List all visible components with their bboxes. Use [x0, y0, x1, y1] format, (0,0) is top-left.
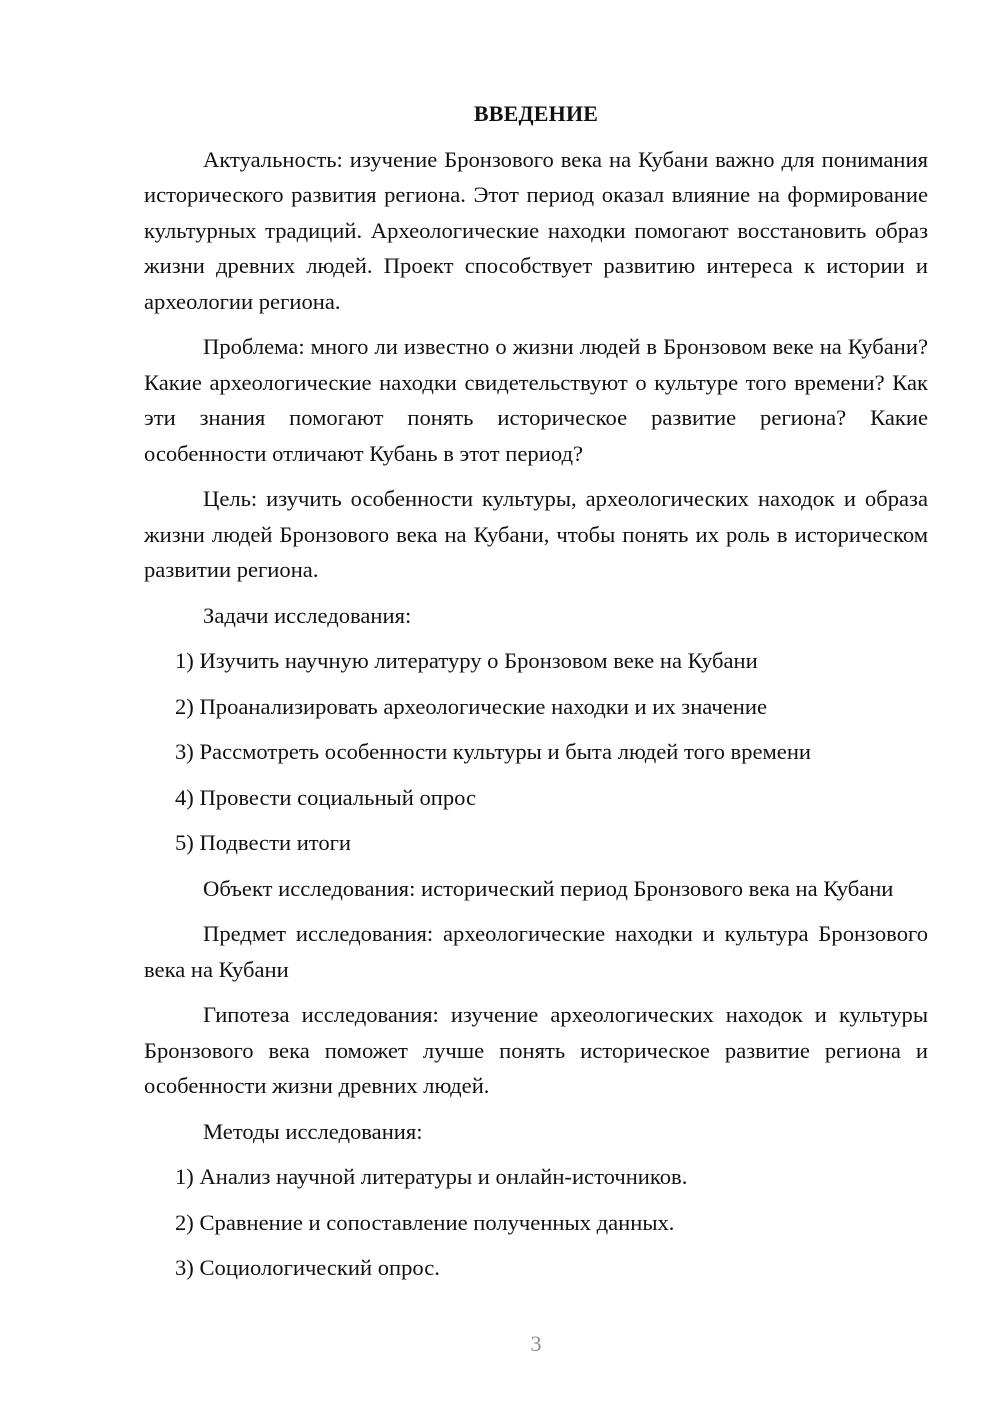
subject-paragraph: Предмет исследования: археологические находки и культура Бронзового века на Кубани: [144, 921, 928, 982]
relevance-paragraph: Актуальность: изучение Бронзового века на Кубани важно для понимания исторического развития региона. Этот период оказал влияние на формирование культурных традиций. Археологические находки помогают восстановить образ жизни древних людей. Проект способствует развитию интереса к истории и археологии региона.: [144, 146, 928, 314]
list-item: 1) Анализ научной литературы и онлайн-источников.: [175, 1164, 688, 1189]
page-title: ВВЕДЕНИЕ: [473, 101, 599, 126]
tasks-list: [144, 643, 928, 861]
hypothesis-paragraph: Гипотеза исследования: изучение археологических находок и культуры Бронзового века поможет лучше понять историческое развитие региона и особенности жизни древних людей.: [144, 1002, 928, 1098]
tasks-heading: Задачи исследования:: [203, 602, 412, 628]
list-item: 1) Изучить научную литературу о Бронзовом веке на Кубани: [175, 648, 758, 673]
list-item: 3) Рассмотреть особенности культуры и быта людей того времени: [175, 739, 812, 764]
list-item: 4) Провести социальный опрос: [175, 784, 477, 810]
list-item: 2) Сравнение и сопоставление полученных данных.: [175, 1209, 675, 1235]
list-item: 2) Проанализировать археологические находки и их значение: [175, 693, 768, 719]
page-content: [144, 96, 928, 1296]
list-item: 3) Социологический опрос.: [175, 1255, 440, 1280]
methods-list: [144, 1159, 928, 1286]
methods-heading: Методы исследования:: [203, 1118, 423, 1144]
object-paragraph: Объект исследования: исторический период Бронзового века на Кубани: [203, 875, 894, 901]
goal-paragraph: Цель: изучить особенности культуры, археологических находок и образа жизни людей Бронзового века на Кубани, чтобы понять их роль в историческом развитии региона.: [144, 486, 928, 582]
problem-paragraph: Проблема: много ли известно о жизни людей в Бронзовом веке на Кубани? Какие археологические находки свидетельствуют о культуре того времени? Как эти знания помогают понять историческое развитие региона? Какие особенности отличают Кубань в этот период?: [144, 334, 928, 466]
page-number: 3: [530, 1331, 542, 1356]
list-item: 5) Подвести итоги: [175, 830, 352, 855]
